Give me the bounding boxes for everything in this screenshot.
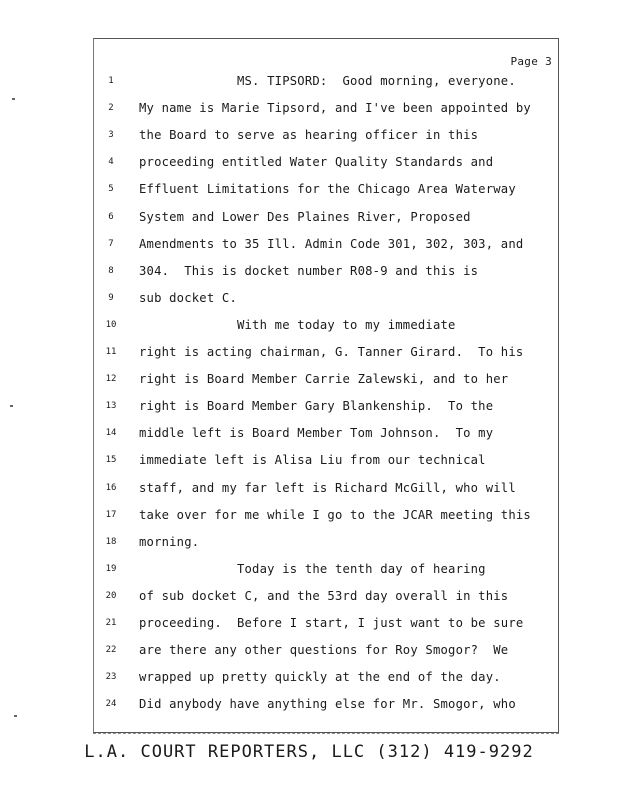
line-number: 3 <box>108 130 114 141</box>
transcript-line: With me today to my immediate <box>139 317 456 332</box>
transcript-line: take over for me while I go to the JCAR meeting this <box>139 507 531 522</box>
transcript-line: right is Board Member Carrie Zalewski, and to her <box>139 372 509 387</box>
transcript-line: Today is the tenth day of hearing <box>139 561 486 576</box>
line-number: 24 <box>105 699 117 710</box>
line-number: 17 <box>105 509 117 520</box>
transcript-line: middle left is Board Member Tom Johnson. To my <box>139 426 494 441</box>
line-number: 15 <box>105 455 117 466</box>
line-number: 12 <box>105 374 117 385</box>
transcript-line: wrapped up pretty quickly at the end of the day. <box>139 670 501 685</box>
transcript-line: My name is Marie Tipsord, and I've been appointed by <box>139 101 531 116</box>
line-number: 18 <box>105 536 117 547</box>
line-number: 7 <box>108 238 114 249</box>
line-number: 13 <box>105 401 117 412</box>
transcript-line: right is acting chairman, G. Tanner Girard. To his <box>139 345 524 359</box>
line-number: 14 <box>105 428 117 439</box>
transcript-line: right is Board Member Gary Blankenship. To the <box>139 399 494 414</box>
transcript-line: Did anybody have anything else for Mr. Smogor, who <box>139 697 516 712</box>
scan-speck <box>14 715 17 717</box>
scan-speck <box>12 98 15 100</box>
transcript-line: MS. TIPSORD: Good morning, everyone. <box>139 74 516 88</box>
line-number: 5 <box>108 184 114 195</box>
line-number: 1 <box>108 76 114 86</box>
transcript-line: of sub docket C, and the 53rd day overall in this <box>139 588 509 603</box>
line-number: 2 <box>108 103 114 114</box>
transcript-line: morning. <box>139 534 200 549</box>
page-number-label: Page 3 <box>510 55 552 68</box>
footer-divider <box>93 733 559 736</box>
line-number: 8 <box>108 265 114 276</box>
transcript-line: the Board to serve as hearing officer in this <box>139 128 479 143</box>
line-number: 19 <box>105 563 117 574</box>
line-number: 10 <box>105 319 117 330</box>
line-number: 4 <box>108 157 114 168</box>
transcript-line: immediate left is Alisa Liu from our technical <box>139 453 486 468</box>
scan-speck <box>10 405 13 407</box>
line-number: 6 <box>108 211 114 222</box>
transcript-line: 304. This is docket number R08-9 and this is <box>139 263 479 278</box>
court-reporter-footer: L.A. COURT REPORTERS, LLC (312) 419-9292 <box>84 742 534 762</box>
transcript-line: Amendments to 35 Ill. Admin Code 301, 302, 303, and <box>139 236 524 251</box>
transcript-line: staff, and my far left is Richard McGill, who will <box>139 480 516 495</box>
transcript-line: sub docket C. <box>139 290 237 305</box>
line-number: 16 <box>105 482 117 493</box>
line-number: 9 <box>108 292 114 303</box>
line-number: 11 <box>105 347 117 357</box>
transcript-line: Effluent Limitations for the Chicago Area Waterway <box>139 182 516 197</box>
line-number: 23 <box>105 672 117 683</box>
line-number: 21 <box>105 618 117 628</box>
transcript-line: proceeding entitled Water Quality Standards and <box>139 155 494 170</box>
transcript-line: are there any other questions for Roy Smogor? We <box>139 643 509 658</box>
transcript-line: proceeding. Before I start, I just want to be sure <box>139 616 524 630</box>
transcript-line: System and Lower Des Plaines River, Proposed <box>139 209 471 224</box>
line-number: 22 <box>105 645 117 656</box>
line-number: 20 <box>105 590 117 601</box>
